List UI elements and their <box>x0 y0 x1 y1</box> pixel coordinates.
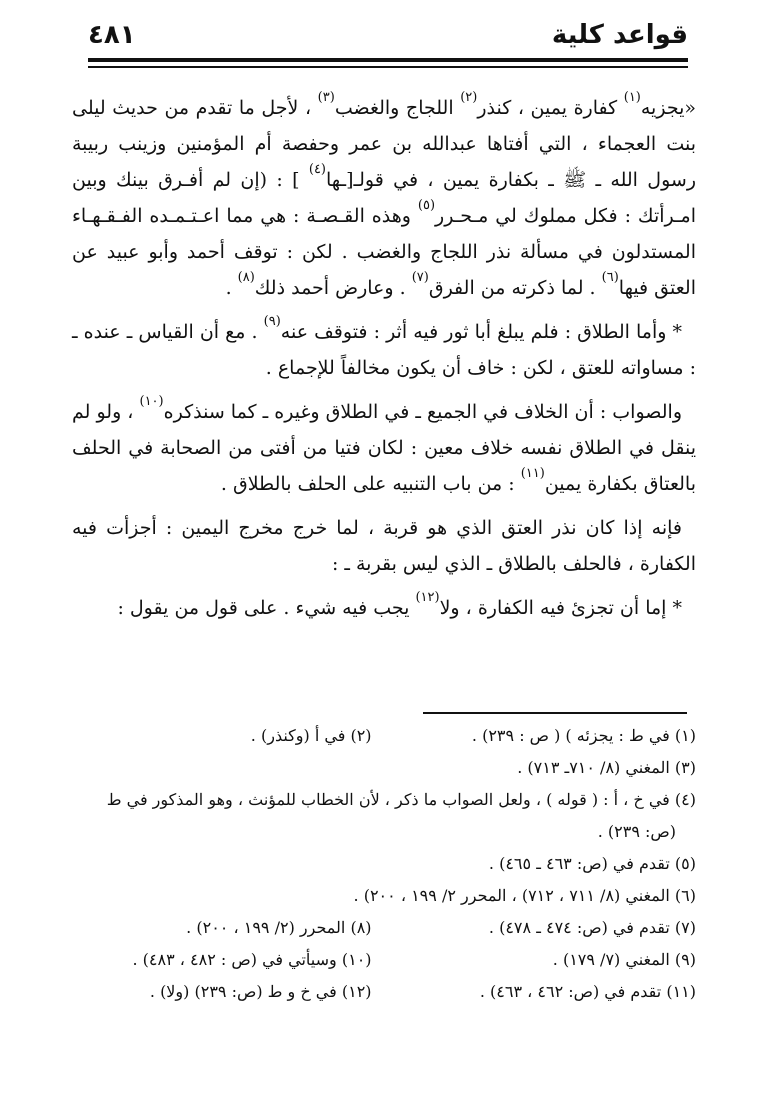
footnote-ref: (٨) <box>237 270 255 285</box>
footnote-7: (٧) تقدم في (ص: ٤٧٤ ـ ٤٧٨) . <box>488 918 696 937</box>
footnote-6: (٦) المغني (٨/ ٧١١ ، ٧١٢) ، المحرر ٢/ ١٩٩ ، ٢٠٠) . <box>353 886 696 905</box>
footnote-ref: (٥) <box>417 198 436 213</box>
footnotes <box>72 720 696 1008</box>
footnote-4-continuation: (ص: ٢٣٩) . <box>597 822 676 841</box>
paragraph-4: فإنه إذا كان نذر العتق الذي هو قربة ، لما خرج مخرج اليمين : أجزأت فيه الكفارة ، فالحلف بالطلاق ـ الذي ليس بقربة ـ : <box>72 517 696 575</box>
footnote-11: (١١) تقدم في (ص: ٤٦٢ ، ٤٦٣) . <box>479 982 696 1001</box>
main-text <box>72 90 696 634</box>
footnote-ref: (٤) <box>308 162 326 177</box>
footnote-5: (٥) تقدم في (ص: ٤٦٣ ـ ٤٦٥) . <box>488 854 696 873</box>
footnote-2: (٢) في أ (وكنذر) . <box>250 726 372 745</box>
footnote-separator <box>423 712 687 714</box>
footnote-12: (١٢) في خ و ط (ص: ٢٣٩) (ولا) . <box>149 982 372 1001</box>
footnote-ref: (١٢) <box>415 590 440 605</box>
footnote-3: (٣) المغني (٨/ ٧١٠ـ ٧١٣) . <box>517 758 696 777</box>
running-header <box>88 14 688 54</box>
running-title: قواعد كلية <box>551 20 688 50</box>
footnote-ref: (٦) <box>601 270 619 285</box>
paragraph-3: والصواب : أن الخلاف في الجميع ـ في الطلاق وغيره ـ كما سنذكره$^{(١٠)}$ ، ولو لم ينقل في الطلاق نفسه خلاف معين : لكان فتيا من أفتى من الصحابة في الحلف بالعتاق بكفارة يمين$^{(١١)}$ : من باب التنبيه على الحلف بالطلاق . <box>72 394 696 495</box>
footnote-4: (٤) في خ ، أ : ( قوله ) ، ولعل الصواب ما ذكر ، لأن الخطاب للمؤنث ، وهو المذكور في ط <box>106 790 696 809</box>
footnote-row <box>72 720 696 752</box>
footnote-row <box>72 976 696 1008</box>
footnote-1: (١) في ط : يجزئه ) ( ص : ٢٣٩) . <box>471 726 696 745</box>
header-rule-thick <box>88 58 688 62</box>
footnote-ref: (٣) <box>317 90 335 105</box>
footnote-row <box>72 944 696 976</box>
header-rule-thin <box>88 66 688 68</box>
paragraph-2: * وأما الطلاق : فلم يبلغ أبا ثور فيه أثر : فتوقف عنه$^{(٩)}$ . مع أن القياس ـ عنده ـ : مساواته للعتق ، لكن : خاف أن يكون مخالفاً للإجماع . <box>72 314 696 379</box>
footnote-ref: (٩) <box>263 314 281 329</box>
footnote-9: (٩) المغني (٧/ ١٧٩) . <box>552 950 696 969</box>
footnote-ref: (١١) <box>520 466 545 481</box>
footnote-8: (٨) المحرر (٢/ ١٩٩ ، ٢٠٠) . <box>186 918 372 937</box>
paragraph-5: * إما أن تجزئ فيه الكفارة ، ولا$^{(١٢)}$ يجب فيه شيء . على قول من يقول : <box>117 590 682 619</box>
footnote-ref: (١٠) <box>139 394 164 409</box>
paragraph-1: «يجزيه$^{(١)}$ كفارة يمين ، كنذر$^{(٢)}$ اللجاج والغضب$^{(٣)}$ ، لأجل ما تقدم من حديث ليلى بنت العجماء ، التي أفتاها عبدالله بن عمر وحفصة أم المؤمنين وزينب ربيبة رسول الله ـ ﷺ ـ بكفارة يمين ، في قولـ[ـها$^{(٤)}$ ] : (إن لم أفـرق بينك وبين امـرأتك : فكل مملوك لي مـحـرر$^{(٥)}$ وهذه القـصـة : هي مما اعـتـمـده الفـقـهـاء المستدلون في مسألة نذر اللجاج والغضب . لكن : توقف أحمد وأبو عبيد عن العتق فيها$^{(٦)}$ . لما ذكرته من الفرق$^{(٧)}$ . وعارض أحمد ذلك$^{(٨)}$ . <box>72 90 697 299</box>
page-number: ٤٨١ <box>88 20 136 50</box>
footnote-ref: (٢) <box>460 90 478 105</box>
footnote-ref: (١) <box>623 90 641 105</box>
footnote-10: (١٠) وسيأتي في (ص : ٤٨٢ ، ٤٨٣) . <box>132 950 372 969</box>
footnote-row <box>72 912 696 944</box>
footnote-ref: (٧) <box>411 270 429 285</box>
